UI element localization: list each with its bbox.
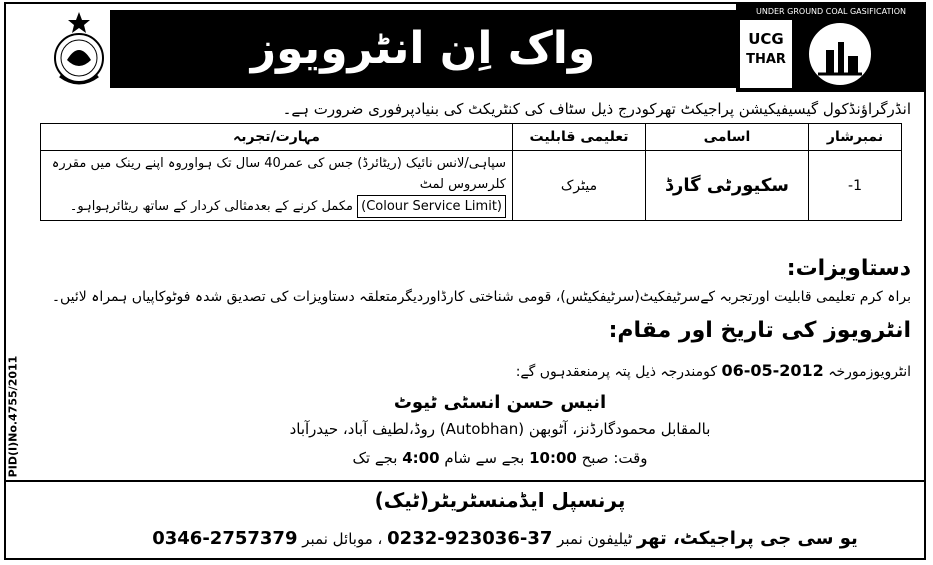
ucg-line1: UCG (748, 30, 784, 48)
table-header-row (41, 124, 902, 151)
intro-text: انڈرگراؤنڈکول گیسیفیکیشن پراجیکٹ تھرکودرج ذیل سٹاف کی کنٹریکٹ کی بنیادپرفوری ضرورت ہے۔ (282, 100, 911, 118)
sindh-government-emblem-icon (50, 10, 108, 88)
ucg-line2: THAR (746, 52, 786, 67)
interview-heading: انٹرویوز کی تاریخ اور مقام: (608, 318, 911, 343)
col-serial: نمبرشار (809, 124, 902, 151)
col-experience: مہارت/تجربہ (41, 124, 513, 151)
ucg-banner-text: UNDER GROUND COAL GASIFICATION (755, 7, 906, 16)
time-start: 10:00 (529, 449, 577, 467)
time-end: 4:00 (402, 449, 440, 467)
col-post: اسامی (646, 124, 809, 151)
venue-address (200, 420, 800, 438)
address-b: روڈ،لطیف آباد، حیدرآباد (289, 420, 436, 438)
documents-text: براہ کرم تعلیمی قابلیت اورتجربہ کےسرٹیفکیٹ(سرٹیفکیٹس)، قومی شناختی کارڈاوردیگرمتعلقہ دستاویزات کی تصدیق شدہ فوٹوکاپیاں ہمراہ لائیں۔ (51, 289, 911, 305)
experience-text-b: مکمل کرنے کے بعدمثالی کردار کے ساتھ ریٹائرہواہو۔ (69, 199, 353, 214)
address-english: (Autobhan) (439, 420, 525, 438)
footer-contact (90, 528, 920, 549)
mobile-number: 0346-2757379 (152, 528, 298, 549)
cell-experience (41, 151, 513, 221)
footer-divider (6, 480, 924, 482)
interview-text (51, 361, 911, 380)
footer-title: پرنسپل ایڈمنسٹریٹر(ٹیک) (374, 488, 626, 512)
cell-education: میٹرک (513, 151, 646, 221)
venue-name: انیس حسن انسٹی ٹیوٹ (393, 392, 607, 413)
phone-label: ٹیلیفون نمبر (557, 530, 633, 548)
footer-org: یو سی جی پراجیکٹ، تھر (636, 528, 858, 549)
cell-serial: 1- (809, 151, 902, 221)
phone-number: 0232-923036-37 (387, 528, 553, 549)
time-suffix: بجے تک (352, 449, 398, 467)
pid-number: PID(I)No.4755/2011 (6, 355, 20, 478)
interview-text-a: انٹرویوزمورخہ (828, 364, 911, 380)
header-banner (110, 10, 736, 88)
documents-heading: دستاویزات: (786, 256, 911, 281)
mobile-label: ، موبائل نمبر (302, 530, 383, 548)
experience-english: (Colour Service Limit) (357, 195, 506, 218)
time-mid: بجے سے شام (444, 449, 525, 467)
pid-sidebar (0, 340, 20, 500)
table-row (41, 151, 902, 221)
cell-post: سکیورٹی گارڈ (646, 151, 809, 221)
venue-time (200, 449, 800, 467)
vacancy-table (40, 123, 902, 221)
interview-date: 06-05-2012 (721, 361, 824, 380)
address-a: بالمقابل محمودگارڈنز، آٹوبھن (528, 420, 711, 438)
gasification-plant-icon (798, 20, 882, 88)
page-title: واک اِن انٹرویوز (250, 23, 596, 74)
ucg-text-box (740, 20, 792, 88)
experience-text-a: سپاہی/لانس نائیک (ریٹائرڈ) جس کی عمر40 سال تک ہواوروہ اپنے رینک میں مقررہ کلرسروس لمٹ (51, 156, 506, 192)
time-label: وقت: صبح (581, 449, 648, 467)
ucg-thar-logo (736, 4, 926, 92)
interview-text-b: کومندرجہ ذیل پتہ پرمنعقدہوں گے: (515, 364, 717, 380)
col-education: تعلیمی قابلیت (513, 124, 646, 151)
